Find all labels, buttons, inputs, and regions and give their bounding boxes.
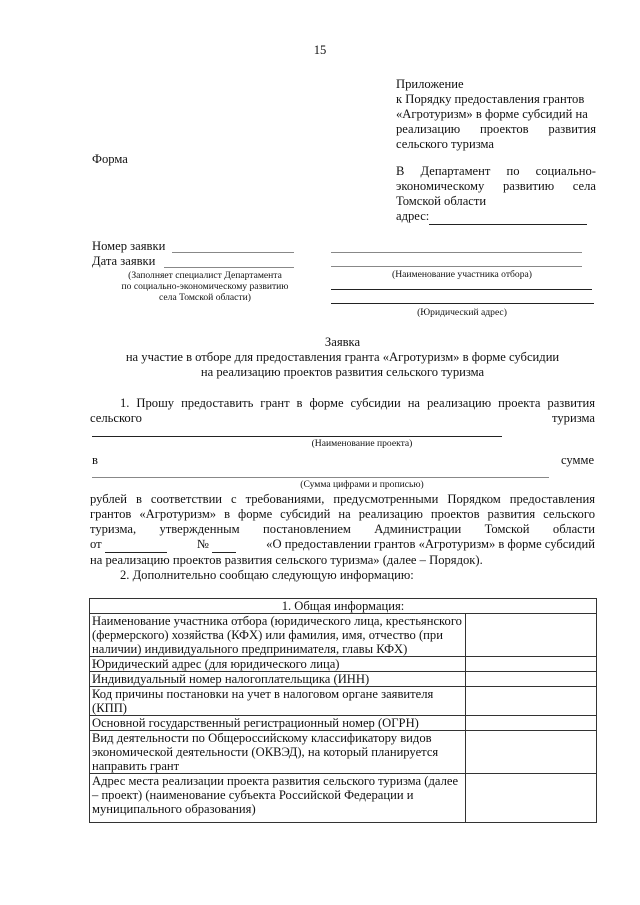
legal-address-caption: (Юридический адрес)	[417, 307, 507, 318]
table-cell-label: Код причины постановки на учет в налоговом органе заявителя (КПП)	[90, 687, 466, 716]
paragraph-line: на реализацию проектов развития сельского туризма» (далее – Порядок).	[90, 553, 483, 567]
table-cell-value[interactable]	[466, 672, 597, 687]
in-word: в	[92, 453, 98, 467]
table-cell-label: Юридический адрес (для юридического лица)	[90, 657, 466, 672]
addressee-block	[396, 164, 596, 225]
participant-blank-2[interactable]	[331, 266, 582, 267]
request-number-label: Номер заявки	[92, 239, 166, 253]
sum-word: сумме	[561, 453, 595, 467]
table-row	[90, 657, 597, 672]
address-label: адрес:	[396, 209, 430, 223]
decree-title: «О предоставлении грантов «Агротуризм» в форме субсидий	[266, 537, 595, 551]
specialist-note-line: села Томской области)	[159, 292, 251, 303]
word-rural: сельского	[90, 411, 142, 425]
date-blank[interactable]	[105, 537, 167, 553]
table-row	[90, 614, 597, 657]
specialist-note-line: по социально-экономическому развитию	[121, 281, 289, 292]
heading-line: на реализацию проектов развития сельского туризма	[200, 365, 485, 379]
addressee-line: В Департамент по социально-	[396, 164, 596, 178]
paragraph-line: рублей в соответствии с требованиями, предусмотренными Порядком предоставления	[90, 492, 595, 506]
appendix-title: Приложение	[396, 77, 464, 91]
table-cell-value[interactable]	[466, 657, 597, 672]
table-cell-value[interactable]	[466, 731, 597, 774]
appendix-line: сельского туризма	[396, 137, 494, 151]
table-row	[90, 731, 597, 774]
page-number: 15	[313, 43, 327, 57]
paragraph-line: туризма, утвержденным постановлением Администрации Томской области	[90, 522, 595, 536]
table-cell-value[interactable]	[466, 614, 597, 657]
table-cell-value[interactable]	[466, 687, 597, 716]
appendix-block	[396, 77, 596, 152]
table-cell-value[interactable]	[466, 716, 597, 731]
paragraph-2	[90, 492, 595, 583]
table-cell-label: Наименование участника отбора (юридического лица, крестьянского (фермерского) хозяйства (КФХ) или фамилия, имя, отчество (при наличии) индивидуального предпринимателя, главы КФХ)	[90, 614, 466, 657]
paragraph-3: 2. Дополнительно сообщаю следующую информацию:	[120, 568, 414, 582]
number-sign: №	[196, 537, 209, 551]
sum-caption: (Сумма цифрами и прописью)	[300, 479, 424, 490]
word-tourism: туризма	[552, 411, 595, 425]
table-header-row	[90, 599, 597, 614]
document-heading	[90, 335, 595, 380]
paragraph-1	[90, 396, 595, 426]
sum-blank[interactable]	[92, 477, 549, 478]
table-row	[90, 672, 597, 687]
from-word	[90, 537, 167, 553]
from-label: от	[90, 537, 102, 551]
project-name-blank[interactable]	[92, 436, 502, 437]
appendix-line: к Порядку предоставления грантов	[396, 92, 585, 106]
form-label: Форма	[92, 152, 128, 166]
appendix-line: «Агротуризм» в форме субсидий на	[396, 107, 588, 121]
table-row	[90, 774, 597, 823]
legal-address-blank-2[interactable]	[331, 303, 594, 304]
table-cell-label: Вид деятельности по Общероссийскому классификатору видов экономической деятельности (ОКВЭД), на который планируется направить грант	[90, 731, 466, 774]
legal-address-blank-1[interactable]	[331, 289, 592, 290]
address-row	[396, 209, 596, 225]
table-cell-label: Индивидуальный номер налогоплательщика (ИНН)	[90, 672, 466, 687]
number-blank[interactable]	[212, 537, 236, 553]
paragraph-line: грантов «Агротуризм» в форме субсидий на реализацию проектов развития сельского	[90, 507, 595, 521]
specialist-note	[100, 270, 310, 303]
request-number-blank[interactable]	[172, 252, 294, 253]
paragraph-line: 1. Прошу предоставить грант в форме субсидии на реализацию проекта развития	[120, 396, 595, 410]
number-word	[197, 537, 236, 553]
address-blank[interactable]	[429, 209, 587, 225]
table-cell-value[interactable]	[466, 774, 597, 823]
heading-title: Заявка	[324, 335, 361, 349]
table-cell-label: Адрес места реализации проекта развития сельского туризма (далее – проект) (наименование субъекта Российской Федерации и муниципального образования)	[90, 774, 466, 823]
table-row	[90, 716, 597, 731]
appendix-line: реализацию проектов развития	[396, 122, 596, 136]
table-cell-label: Основной государственный регистрационный номер (ОГРН)	[90, 716, 466, 731]
heading-line: на участие в отборе для предоставления гранта «Агротуризм» в форме субсидии	[125, 350, 560, 364]
addressee-line: экономическому развитию села	[396, 179, 596, 193]
project-caption: (Наименование проекта)	[311, 438, 413, 449]
general-info-table	[89, 598, 597, 823]
participant-blank-1[interactable]	[331, 252, 582, 253]
request-date-blank[interactable]	[164, 267, 294, 268]
participant-caption: (Наименование участника отбора)	[392, 269, 532, 280]
table-row	[90, 687, 597, 716]
paragraph-line	[90, 411, 595, 426]
request-date-label: Дата заявки	[92, 254, 156, 268]
specialist-note-line: (Заполняет специалист Департамента	[128, 270, 282, 281]
table-header: 1. Общая информация:	[90, 599, 597, 614]
addressee-line: Томской области	[396, 194, 487, 208]
paragraph-line	[90, 537, 595, 553]
